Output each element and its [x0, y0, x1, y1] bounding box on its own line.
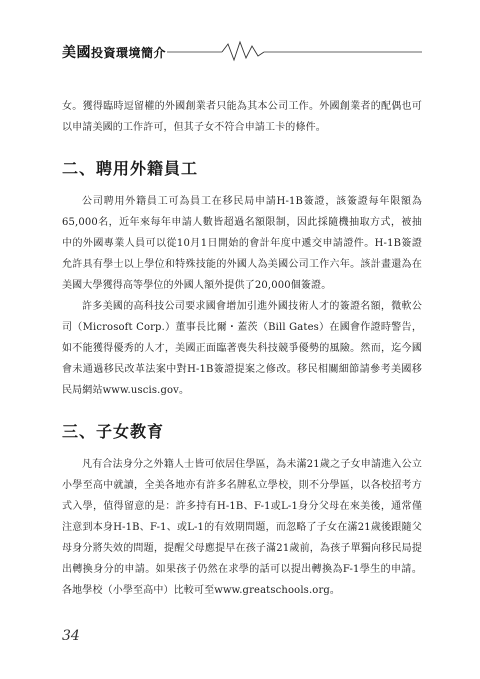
section-hiring: [62, 156, 422, 401]
education-paragraph-1: 凡有合法身分之外籍人士皆可依居住學區，為未滿21歲之子女申請進入公立小學至高中就讀，全美各地亦有許多名牌私立學校，則不分學區，以各校招考方式入學，值得留意的是：許多持有H-1B、F-1或L-1身分父母在來美後，通常僅注意到本身H-1B、F-1、或L-1的有效期問題，而忽略了子女在滿21歲後跟隨父母身分將失效的問題，提醒父母應提早在孩子滿21歲前，為孩子單獨向移民局提出轉換身分的申請。如果孩子仍然在求學的話可以提出轉換為F-1學生的申請。各地學校（小學至高中）比較可至www.greatschools.org。: [62, 459, 422, 596]
header-title-suffix: 投資環境簡介: [91, 46, 167, 60]
page-number: 34: [62, 628, 80, 644]
section-title-hiring: 二、聘用外籍員工: [62, 159, 199, 178]
running-header: [62, 40, 422, 60]
section-education: [62, 419, 422, 601]
section-title-education: 三、子女教育: [62, 422, 165, 441]
intro-paragraph: 女。獲得臨時逗留權的外國創業者只能為其本公司工作。外國創業者的配偶也可以申請美國的工作許可，但其子女不符合申請工卡的條件。: [62, 101, 422, 133]
page-body: [62, 96, 422, 601]
hiring-paragraph-2: 許多美國的高科技公司要求國會增加引進外國技術人才的簽證名額，微軟公司（Microsoft Corp.）董事長比爾・蓋茨（Bill Gates）在國會作證時警告，如不能獲得優秀的人才，美國正面臨著喪失科技競爭優勢的風險。然而，迄今國會未通過移民改革法案中對H-1B簽證提案之修改。移民相關細節請參考美國移民局網站www.uscis.gov。: [62, 301, 422, 396]
hiring-paragraph-1: 公司聘用外籍員工可為員工在移民局申請H-1B簽證，該簽證每年限額為65,000名，近年來每年申請人數皆超過名額限制，因此採隨機抽取方式，被抽中的外國專業人員可以從10月1日開始的會計年度中遞交申請證件。H-1B簽證允許具有學士以上學位和特殊技能的外國人為美國公司工作六年。該計畫還為在美國大學獲得高等學位的外國人額外提供了20,000個簽證。: [62, 196, 422, 291]
header-title: [62, 42, 166, 62]
header-title-prefix: 美國: [62, 45, 91, 61]
